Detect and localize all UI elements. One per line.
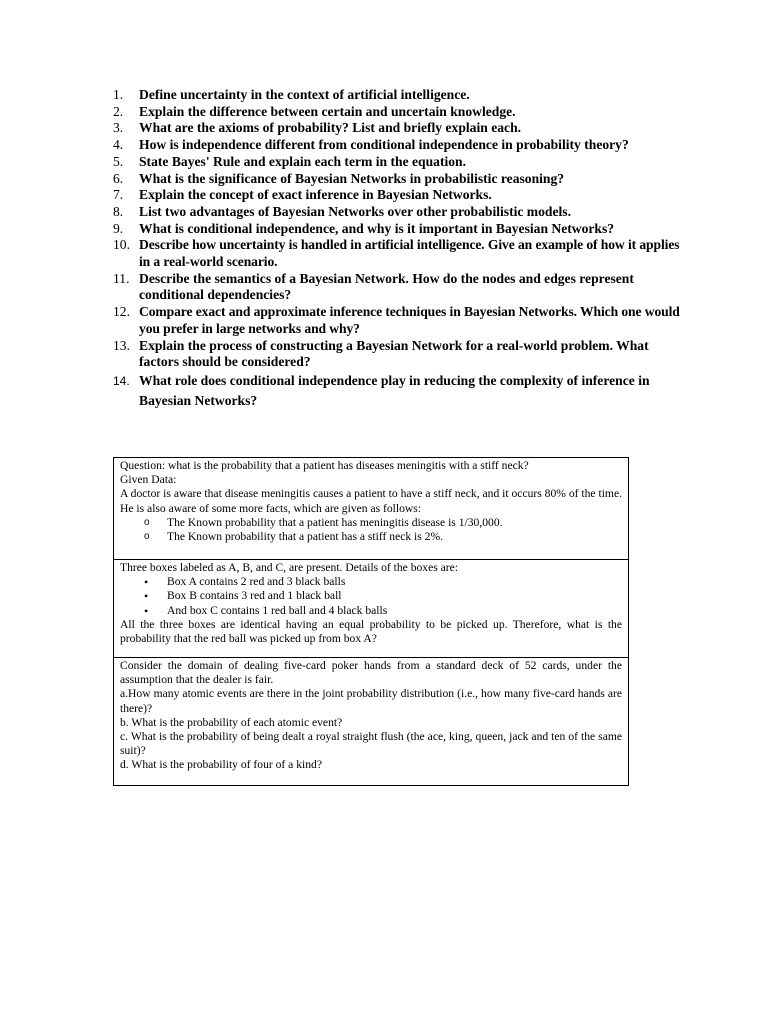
- list-item: [113, 87, 683, 104]
- bullet-icon: •: [144, 603, 149, 618]
- cell-given-label: Given Data:: [120, 473, 177, 487]
- list-item: [113, 204, 683, 221]
- cell-part-c: c. What is the probability of being dealt a royal straight flush (the ace, king, queen, jack and ten of the same suit)?: [120, 730, 622, 758]
- item-number: 13.: [113, 337, 130, 353]
- cell-intro: Three boxes labeled as A, B, and C, are present. Details of the boxes are:: [120, 561, 459, 574]
- box-text: And box C contains 1 red ball and 4 black balls: [167, 603, 388, 617]
- question-text: Compare exact and approximate inference techniques in Bayesian Networks. Which one would you prefer in large networks and why?: [139, 304, 680, 336]
- list-item: [113, 187, 683, 204]
- list-item: [113, 171, 683, 188]
- item-number: 1.: [113, 87, 124, 102]
- item-number: 11.: [113, 270, 130, 286]
- bullet-icon: •: [144, 589, 149, 604]
- cell-question: Question: what is the probability that a patient has diseases meningitis with a stiff neck?: [120, 459, 529, 472]
- question-text: Describe the semantics of a Bayesian Network. How do the nodes and edges represent conditional dependencies?: [139, 270, 634, 303]
- box-text: Box A contains 2 red and 3 black balls: [167, 575, 346, 589]
- item-number: 4.: [113, 137, 124, 153]
- cell-intro: Consider the domain of dealing five-card poker hands from a standard deck of 52 cards, under the assumption that the dealer is fair.: [120, 659, 622, 687]
- box-list: [120, 575, 622, 618]
- question-text: List two advantages of Bayesian Networks over other probabilistic models.: [139, 203, 571, 219]
- circle-bullet-icon: o: [144, 531, 150, 543]
- list-item: [120, 530, 622, 544]
- question-text: How is independence different from conditional independence in probability theory?: [139, 137, 629, 153]
- item-number: 9.: [113, 220, 124, 236]
- cell-part-d: d. What is the probability of four of a kind?: [120, 758, 322, 772]
- list-item: [113, 137, 683, 154]
- question-text: Explain the difference between certain and uncertain knowledge.: [139, 103, 516, 119]
- list-item: [120, 604, 622, 618]
- problem-cell-boxes: [114, 560, 629, 658]
- cell-intro: A doctor is aware that disease meningitis causes a patient to have a stiff neck, and it occurs 80% of the time. He is also aware of some more facts, which are given as follows:: [120, 487, 622, 515]
- question-text: Explain the concept of exact inference in Bayesian Networks.: [139, 187, 492, 203]
- cell-part-b: b. What is the probability of each atomic event?: [120, 715, 343, 729]
- question-text: Explain the process of constructing a Bayesian Network for a real-world problem. What factors should be considered?: [139, 337, 649, 370]
- circle-bullet-icon: o: [144, 516, 150, 528]
- bullet-icon: •: [144, 575, 149, 590]
- item-number: 12.: [113, 304, 130, 320]
- question-text: What role does conditional independence play in reducing the complexity of inference in Bayesian Networks?: [139, 372, 650, 408]
- cell-question: All the three boxes are identical having an equal probability to be picked up. Therefore, what is the probability that the red ball was picked up from box A?: [120, 617, 622, 646]
- item-number: 7.: [113, 187, 124, 203]
- list-item: [113, 154, 683, 171]
- problem-table: [113, 457, 629, 786]
- question-text: What are the axioms of probability? List and briefly explain each.: [139, 120, 522, 136]
- item-number: 3.: [113, 120, 124, 136]
- cell-part-a: a.How many atomic events are there in the joint probability distribution (i.e., how many five-card hands are there)?: [120, 687, 622, 715]
- question-text: What is the significance of Bayesian Networks in probabilistic reasoning?: [139, 170, 565, 186]
- question-text: What is conditional independence, and why is it important in Bayesian Networks?: [139, 220, 615, 236]
- box-text: Box B contains 3 red and 1 black ball: [167, 589, 342, 603]
- list-item: [113, 120, 683, 137]
- list-item: [113, 221, 683, 238]
- list-item: [113, 304, 683, 337]
- list-item: [113, 338, 683, 371]
- problem-cell-poker: [114, 658, 629, 786]
- item-number: 14.: [113, 373, 130, 388]
- item-number: 10.: [113, 237, 130, 253]
- item-number: 8.: [113, 203, 124, 219]
- list-item: [120, 516, 622, 530]
- question-text: Define uncertainty in the context of artificial intelligence.: [139, 87, 470, 102]
- list-item: [113, 104, 683, 121]
- fact-list: [120, 516, 622, 544]
- item-number: 6.: [113, 170, 124, 186]
- list-item: [120, 589, 622, 603]
- problem-cell-meningitis: [114, 458, 629, 560]
- list-item: [113, 237, 683, 270]
- question-text: Describe how uncertainty is handled in artificial intelligence. Give an example of how it applies in a real-world scenario.: [139, 237, 680, 270]
- list-item: [120, 575, 622, 589]
- fact-text: The Known probability that a patient has meningitis disease is 1/30,000.: [167, 515, 503, 529]
- item-number: 5.: [113, 153, 124, 169]
- question-text: State Bayes' Rule and explain each term in the equation.: [139, 153, 467, 169]
- fact-text: The Known probability that a patient has a stiff neck is 2%.: [167, 530, 444, 544]
- item-number: 2.: [113, 103, 124, 119]
- question-list: [113, 87, 683, 411]
- list-item: [113, 371, 683, 411]
- list-item: [113, 271, 683, 304]
